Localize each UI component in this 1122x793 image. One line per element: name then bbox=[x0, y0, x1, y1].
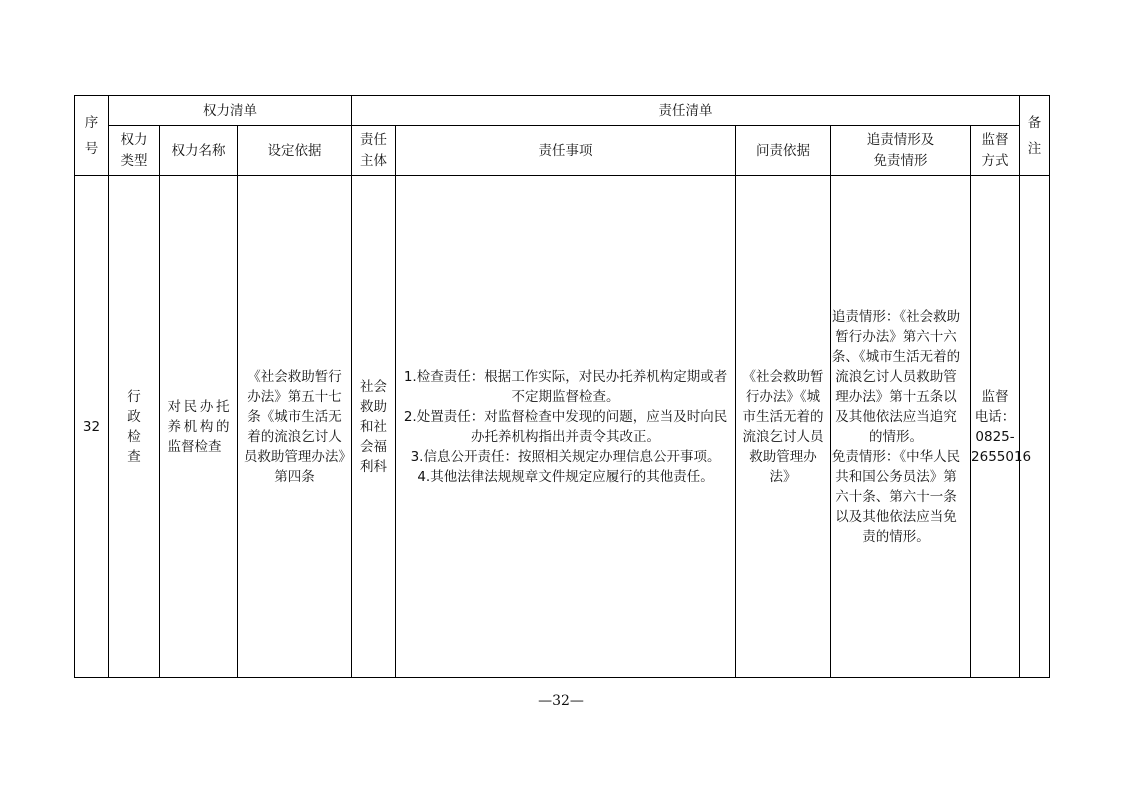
supervision-line: 监督 bbox=[981, 388, 1009, 405]
cell-seq: 32 bbox=[75, 176, 109, 678]
header-resp-list: 责任清单 bbox=[352, 96, 1020, 126]
resp-item: 3.信息公开责任：按照相关规定办理信息公开事项。 bbox=[410, 448, 721, 465]
cell-power-type: 行政检查 bbox=[109, 176, 160, 678]
power-responsibility-table bbox=[74, 95, 1050, 678]
header-seq: 序号 bbox=[75, 96, 109, 176]
header-power-type: 权力类型 bbox=[109, 126, 160, 176]
header-resp-items: 责任事项 bbox=[396, 126, 736, 176]
cell-power-name: 对民办托养机构的监督检查 bbox=[160, 176, 238, 678]
header-accountability-basis: 问责依据 bbox=[736, 126, 831, 176]
header-resp-subject: 责任主体 bbox=[352, 126, 396, 176]
cell-accountability-basis: 《社会救助暂行办法》《城市生活无着的流浪乞讨人员救助管理办法》 bbox=[736, 176, 831, 678]
cell-basis: 《社会救助暂行办法》第五十七条《城市生活无着的流浪乞讨人员救助管理办法》第四条 bbox=[238, 176, 352, 678]
supervision-line: 2655016 bbox=[971, 448, 1032, 465]
table-row bbox=[75, 176, 1050, 678]
header-supervision: 监督方式 bbox=[971, 126, 1020, 176]
header-accountability-exemption: 追责情形及免责情形 bbox=[831, 126, 971, 176]
header-remarks: 备注 bbox=[1020, 96, 1050, 176]
cell-resp-subject: 社会救助和社会福利科 bbox=[352, 176, 396, 678]
cell-supervision bbox=[971, 176, 1032, 678]
header-basis: 设定依据 bbox=[238, 126, 352, 176]
page-number: —32— bbox=[538, 693, 584, 709]
header-power-name: 权力名称 bbox=[160, 126, 238, 176]
header-power-list: 权力清单 bbox=[109, 96, 352, 126]
exemption-text: 免责情形：《中华人民共和国公务员法》第六十条、第六十一条以及其他依法应当免责的情形。 bbox=[831, 448, 961, 545]
cell-remarks bbox=[1020, 176, 1050, 678]
supervision-line: 电话： bbox=[974, 408, 1016, 425]
resp-item: 2.处置责任：对监督检查中发现的问题，应当及时向民办托养机构指出并责令其改正。 bbox=[403, 408, 728, 445]
accountability-text: 追责情形：《社会救助暂行办法》第六十六条、《城市生活无着的流浪乞讨人员救助管理办法》第十五条以及其他依法应当追究的情形。 bbox=[831, 308, 961, 445]
cell-accountability-exemption bbox=[831, 176, 971, 678]
resp-item: 1.检查责任：根据工作实际，对民办托养机构定期或者不定期监督检查。 bbox=[403, 368, 728, 405]
supervision-line: 0825- bbox=[975, 428, 1015, 445]
cell-resp-items bbox=[396, 176, 736, 678]
resp-item: 4.其他法律法规规章文件规定应履行的其他责任。 bbox=[417, 468, 714, 485]
